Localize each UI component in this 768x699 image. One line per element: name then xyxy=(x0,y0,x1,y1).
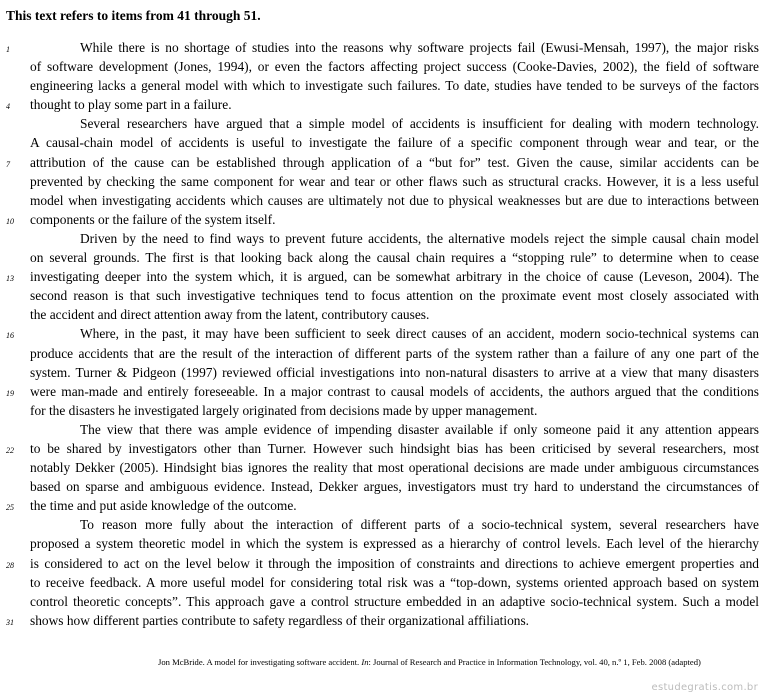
line-text: Where, in the past, it may have been sufficient to seek direct causes of an accident, modern socio-technical systems can xyxy=(80,326,759,342)
line-number: 19 xyxy=(6,388,14,398)
line-number: 22 xyxy=(6,445,14,455)
line-text: to receive feedback. A more useful model for considering total risk was a “top-down, systems oriented approach based on system xyxy=(30,574,759,590)
citation-in: In xyxy=(361,657,369,667)
line-text: notably Dekker (2005). Hindsight bias ignores the reality that most operational decisions are made under ambiguous circumstances xyxy=(30,460,759,476)
line-text: proposed a system theoretic model in which the system is expressed as a hierarchy of control levels. Each level of the hierarchy xyxy=(30,536,759,552)
line-text: on several grounds. The first is that looking back along the causal chain requires a “stopping rule” to determine when to cease xyxy=(30,250,759,266)
text-line xyxy=(30,286,759,305)
line-text: The view that there was ample evidence of impending disaster available if only someone paid it any attention appears xyxy=(80,421,759,437)
line-text: investigating deeper into the system which, it is argued, can be somewhat arbitrary in the choice of cause (Leveson, 2004). The xyxy=(30,269,759,285)
text-line xyxy=(30,248,759,267)
text-line xyxy=(30,76,759,95)
text-line xyxy=(6,439,759,458)
line-number: 31 xyxy=(6,617,14,627)
text-line xyxy=(6,554,759,573)
text-line xyxy=(30,229,759,248)
line-text: second reason is that such investigative techniques tend to focus attention on the proximate event most closely associated with xyxy=(30,288,759,304)
line-text: components or the failure of the system itself. xyxy=(30,211,276,227)
page-heading: This text refers to items from 41 through 51. xyxy=(6,8,261,23)
line-text: for the disasters he investigated largely originated from decisions made by upper management. xyxy=(30,402,538,418)
text-line xyxy=(30,420,759,439)
text-line xyxy=(30,57,759,76)
text-line xyxy=(30,515,759,534)
text-line xyxy=(30,133,759,152)
text-line xyxy=(30,592,759,611)
text-line xyxy=(30,344,759,363)
text-line xyxy=(6,324,759,343)
text-line xyxy=(30,401,759,420)
text-line xyxy=(30,191,759,210)
line-text: thought to play some part in a failure. xyxy=(30,97,232,113)
line-text: based on sparse and ambiguous evidence. Instead, Dekker argues, investigators must try hard to understand the circumstances of xyxy=(30,479,759,495)
citation-source: : Journal of Research and Practice in Information Technology, vol. 40, n.º 1, Feb. 2008 (adapted) xyxy=(368,657,701,667)
text-line xyxy=(30,172,759,191)
text-line xyxy=(30,534,759,553)
line-text: were man-made and entirely foreseeable. In a major contrast to causal models of accidents, the authors argued that the conditions xyxy=(30,383,759,399)
text-line xyxy=(6,382,759,401)
site-watermark: estudegratis.com.br xyxy=(651,682,758,693)
line-text: shows how different parties contribute to safety regardless of their organizational affiliations. xyxy=(30,612,530,628)
line-text: system. Turner & Pidgeon (1997) reviewed official investigations into non-natural disasters to arrive at a view that many disasters xyxy=(30,364,759,380)
text-line xyxy=(30,363,759,382)
text-line xyxy=(6,496,759,515)
line-text: of software development (Jones, 1994), or even the factors affecting project success (Cooke-Davies, 2002), the field of software xyxy=(30,59,759,75)
article-text xyxy=(6,38,759,630)
text-line xyxy=(30,305,759,324)
line-text: model when investigating accidents which causes are ultimately not due to physical weaknesses but are due to interactions between xyxy=(30,192,759,208)
text-line xyxy=(6,95,759,114)
line-text: to be shared by investigators other than Turner. However such hindsight bias has been criticised by several researchers, most xyxy=(30,440,759,456)
citation-author-title: Jon McBride. A model for investigating software accident. xyxy=(158,657,362,667)
line-text: Several researchers have argued that a simple model of accidents is insufficient for dealing with modern technology. xyxy=(80,116,759,132)
line-number: 4 xyxy=(6,102,10,112)
line-number: 7 xyxy=(6,159,10,169)
text-line xyxy=(6,153,759,172)
line-number: 1 xyxy=(6,45,10,54)
text-line xyxy=(6,611,759,630)
line-number: 10 xyxy=(6,216,14,226)
text-line xyxy=(6,267,759,286)
line-text: While there is no shortage of studies into the reasons why software projects fail (Ewusi-Mensah, 1997), the major risks xyxy=(80,40,759,55)
text-line xyxy=(30,477,759,496)
line-text: the time and put aside knowledge of the outcome. xyxy=(30,498,297,514)
line-number: 13 xyxy=(6,274,14,284)
source-citation xyxy=(158,656,701,668)
line-text: the accident and direct attention away from the latent, contributory causes. xyxy=(30,307,430,323)
line-text: produce accidents that are the result of the interaction of different parts of the system rather than a failure of any one part of the xyxy=(30,345,759,361)
text-line xyxy=(6,38,759,57)
text-line xyxy=(30,458,759,477)
line-text: Driven by the need to find ways to prevent future accidents, the alternative models reject the simple causal chain model xyxy=(80,230,759,246)
line-text: attribution of the cause can be established through application of a “but for” test. Given the cause, similar accidents can be xyxy=(30,154,759,170)
line-text: To reason more fully about the interaction of different parts of a socio-technical system, several researchers have xyxy=(80,517,759,533)
line-text: engineering lacks a general model with which to investigate such failures. To date, studies have tended to be surveys of the factors xyxy=(30,78,759,94)
text-line xyxy=(30,573,759,592)
line-text: control theoretic concepts”. This approach gave a control structure embedded in an adaptive socio-technical system. Such a model xyxy=(30,593,759,609)
text-line xyxy=(6,210,759,229)
text-line xyxy=(30,114,759,133)
line-text: prevented by checking the same component for wear and tear or other flaws such as structural cracks. However, it is a less useful xyxy=(30,173,759,189)
line-number: 25 xyxy=(6,503,14,513)
line-text: is considered to act on the level below it through the imposition of constraints and directions to achieve emergent properties and xyxy=(30,555,759,571)
line-number: 16 xyxy=(6,331,14,341)
line-text: A causal-chain model of accidents is useful to investigate the failure of a specific component through wear and tear, or the xyxy=(30,135,759,151)
line-number: 28 xyxy=(6,560,14,570)
